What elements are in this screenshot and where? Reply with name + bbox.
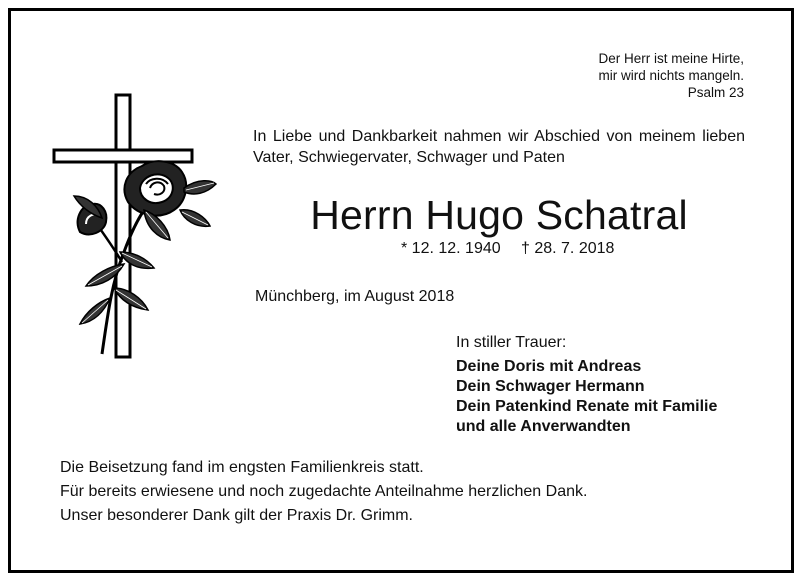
mourner-name: Deine Doris mit Andreas <box>456 358 642 375</box>
closing-line: Unser besonderer Dank gilt der Praxis Dr. Grimm. <box>60 507 413 524</box>
intro-text: In Liebe und Dankbarkeit nahmen wir Abschied von meinem lieben Vater, Schwiegervater, Schwager und Paten <box>253 128 745 166</box>
closing-text <box>60 456 587 528</box>
cross-with-rose-icon <box>50 92 220 362</box>
death-date: † 28. 7. 2018 <box>521 240 615 257</box>
birth-date: * 12. 12. 1940 <box>401 240 501 257</box>
mourner-name: Dein Schwager Hermann <box>456 378 645 395</box>
place-date: Münchberg, im August 2018 <box>255 288 455 305</box>
closing-line: Für bereits erwiesene und noch zugedachte Anteilnahme herzlichen Dank. <box>60 483 588 500</box>
mourner-name: Dein Patenkind Renate mit Familie <box>456 398 718 415</box>
closing-line: Die Beisetzung fand im engsten Familienkreis statt. <box>60 459 424 476</box>
psalm-quote <box>598 50 744 101</box>
psalm-line: mir wird nichts mangeln. <box>598 68 744 83</box>
psalm-reference: Psalm 23 <box>687 85 744 100</box>
psalm-line: Der Herr ist meine Hirte, <box>598 51 744 66</box>
mourners-block <box>456 333 717 437</box>
deceased-name: Herrn Hugo Schatral <box>310 192 688 238</box>
mourning-label: In stiller Trauer: <box>456 334 567 351</box>
mourner-name: und alle Anverwandten <box>456 418 631 435</box>
